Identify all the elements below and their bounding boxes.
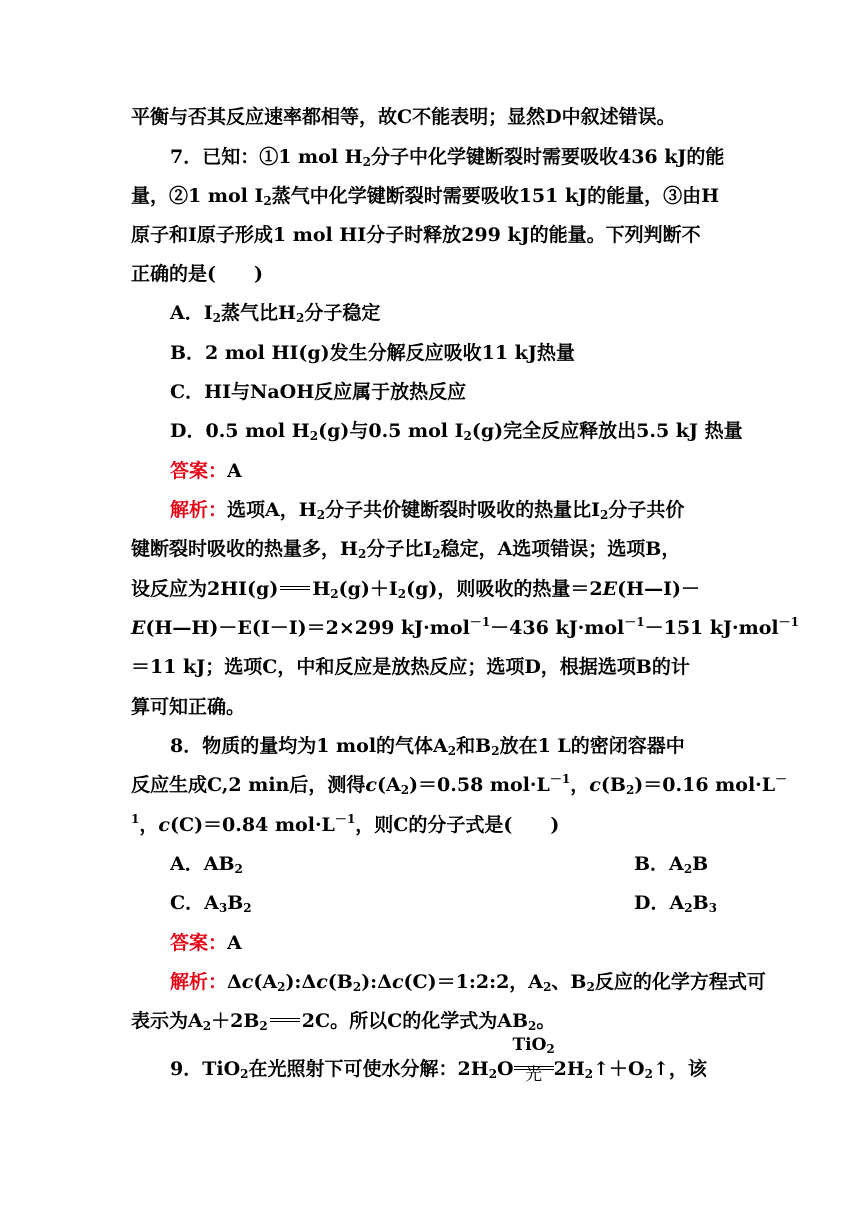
- equals-sign: [270, 1018, 300, 1022]
- analysis-line: 解析：选项A，$H_2$分子共价键断裂时吸收的热量比$I_2$分子共价: [170, 499, 685, 522]
- answer-label: 答案：: [170, 460, 228, 482]
- analysis-line: 算可知正确。: [131, 696, 246, 718]
- analysis-line: 解析：$\Delta c(A_2):\Delta c(B_2):\Delta c(C)=1:2:2$，$A_2$、$B_2$反应的化学方程式可: [170, 971, 766, 994]
- analysis-label: 解析：: [170, 499, 228, 521]
- question-7-line: 7．已知：①1 mol $H_2$分子中化学键断裂时需要吸收436 kJ的能: [170, 146, 725, 169]
- option-a: A．$AB_2$: [170, 853, 243, 876]
- option-b: B．$A_2B$: [634, 853, 709, 876]
- analysis-line: 设反应为2HI(g) $H_2(g)+I_2(g)$，则吸收的热量＝2E(H—I)－: [131, 578, 700, 601]
- answer-value: A: [227, 460, 242, 482]
- option-d: D．$A_2B_3$: [634, 892, 717, 915]
- analysis-line: 表示为$A_2+2B_2$ 2C。所以C的化学式为$AB_2$。: [131, 1010, 556, 1033]
- option-c: C．HI与NaOH反应属于放热反应: [170, 381, 467, 403]
- text-line: 平衡与否其反应速率都相等，故C不能表明；显然D中叙述错误。: [131, 106, 676, 128]
- reaction-condition: $\frac{TiO_2}{\text{光}}$: [512, 1035, 555, 1085]
- question-7-line: 正确的是( ): [131, 263, 263, 285]
- answer-label: 答案：: [170, 932, 228, 954]
- question-9-line: 9．TiO$_2$在光照射下可使水分解：$2H_2O$ $\frac{TiO_2}{\text{光}}$ $2H_2↑+O_2↑$，该: [170, 1035, 707, 1085]
- option-d: D．0.5 mol $H_2(g)$与0.5 mol $I_2(g)$完全反应释放出5.5 kJ 热量: [170, 420, 743, 443]
- question-7-line: 原子和I原子形成1 mol HI分子时释放299 kJ的能量。下列判断不: [131, 224, 701, 246]
- equals-sign: [280, 586, 310, 590]
- analysis-label: 解析：: [170, 971, 228, 993]
- option-c: C．$A_3B_2$: [170, 892, 252, 915]
- question-7-line: 量，②1 mol $I_2$蒸气中化学键断裂时需要吸收151 kJ的能量，③由H: [131, 185, 720, 208]
- answer-line: [170, 456, 731, 486]
- option-b: B．2 mol HI(g)发生分解反应吸收11 kJ热量: [170, 342, 575, 364]
- question-8-line: 反应生成C,2 min后，测得$c(A_2)=0.58$ $mol\cdot L^{-1}$，$c(B_2)=0.16$ mol·L－: [131, 772, 788, 797]
- analysis-line: 键断裂时吸收的热量多，$H_2$分子比$I_2$稳定，A选项错误；选项B，: [131, 538, 681, 561]
- answer-value: A: [227, 932, 242, 954]
- analysis-line: ＝11 kJ；选项C，中和反应是放热反应；选项D，根据选项B的计: [131, 656, 690, 678]
- question-8-line: $^1$，c(C)＝0.84 $mol\cdot L^{-1}$，则C的分子式是( ): [131, 812, 560, 836]
- options-row: [170, 888, 731, 918]
- question-8-line: 8．物质的量均为1 mol的气体$A_2$和$B_2$放在1 L的密闭容器中: [170, 735, 685, 758]
- option-a: A．$I_2$蒸气比$H_2$分子稳定: [170, 302, 381, 325]
- analysis-line: E(H—H)－E(I－I)＝2×299 kJ·mol$^{-1}$－436 kJ·mol$^{-1}$－151 kJ·mol$^{-1}$: [131, 615, 800, 639]
- answer-line: [170, 928, 731, 958]
- options-row: [170, 849, 731, 879]
